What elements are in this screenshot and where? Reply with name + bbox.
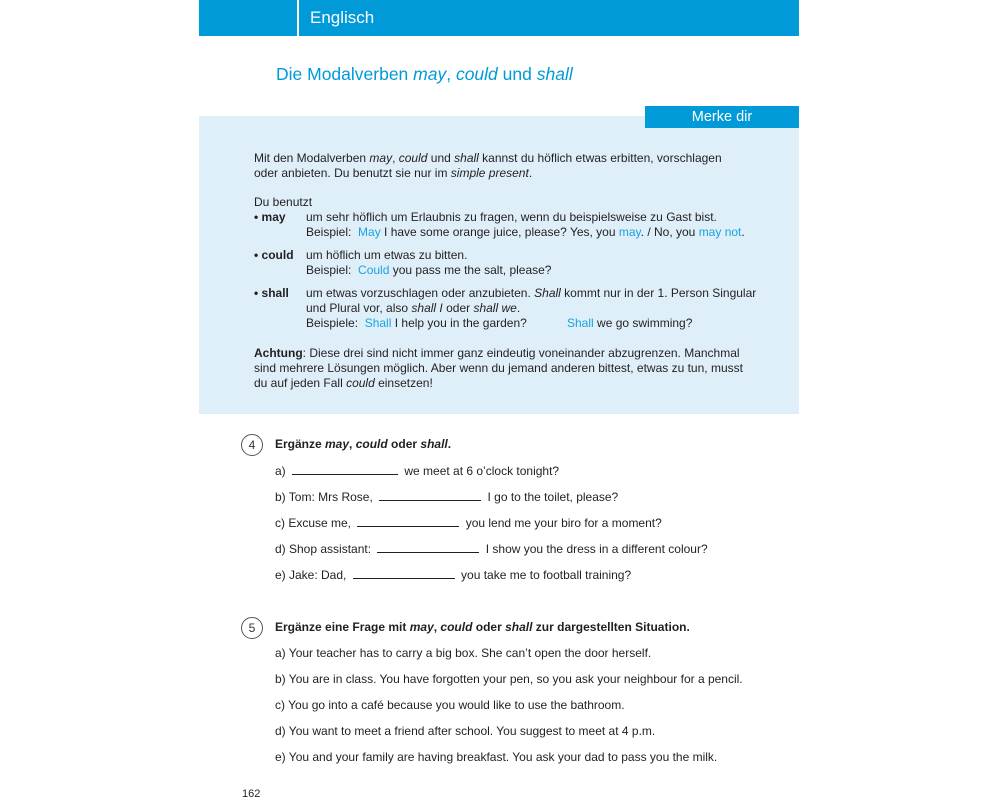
may-example: Beispiel: May I have some orange juice, please? Yes, you may. / No, you may not.: [306, 225, 745, 239]
merke-dir-tab: Merke dir: [645, 106, 799, 128]
could-example: Beispiel: Could you pass me the salt, please?: [306, 263, 552, 277]
achtung-line-2: sind mehrere Lösungen möglich. Aber wenn du jemand anderen bittest, etwas zu tun, musst: [254, 361, 743, 375]
may-description: um sehr höflich um Erlaubnis zu fragen, wenn du beispielsweise zu Gast bist.: [306, 210, 717, 224]
exercise-4-item-a: a) we meet at 6 o’clock tonight?: [275, 464, 560, 478]
exercise-5-title: Ergänze eine Frage mit may, could oder shall zur dargestellten Situation.: [275, 620, 690, 634]
header-band: [199, 0, 799, 36]
bullet-shall: • shall: [254, 286, 289, 300]
bullet-may: • may: [254, 210, 286, 224]
answer-blank[interactable]: [357, 515, 459, 527]
shall-description-1: um etwas vorzuschlagen oder anzubieten. Shall kommt nur in der 1. Person Singular: [306, 286, 757, 300]
page-title: Die Modalverben may, could und shall: [276, 64, 573, 84]
exercise-5-item-c: c) You go into a café because you would like to use the bathroom.: [275, 698, 625, 712]
bullet-could: • could: [254, 248, 294, 262]
answer-blank[interactable]: [353, 567, 455, 579]
exercise-5-item-e: e) You and your family are having breakfast. You ask your dad to pass you the milk.: [275, 750, 718, 764]
exercise-4-item-c: c) Excuse me, you lend me your biro for a moment?: [275, 516, 662, 530]
exercise-4-item-d: d) Shop assistant: I show you the dress in a different colour?: [275, 542, 708, 556]
shall-example-2: Shall we go swimming?: [567, 316, 693, 330]
could-description: um höflich um etwas zu bitten.: [306, 248, 468, 262]
exercise-5-item-a: a) Your teacher has to carry a big box. She can’t open the door herself.: [275, 646, 652, 660]
shall-example-1: Beispiele: Shall I help you in the garden?: [306, 316, 527, 330]
exercise-4-item-e: e) Jake: Dad, you take me to football training?: [275, 568, 632, 582]
usage-intro: Du benutzt: [254, 195, 313, 209]
intro-line-1: Mit den Modalverben may, could und shall kannst du höflich etwas erbitten, vorschlagen: [254, 151, 722, 165]
achtung-line-3: du auf jeden Fall could einsetzen!: [254, 376, 433, 390]
header-divider: [297, 0, 299, 36]
exercise-4-title: Ergänze may, could oder shall.: [275, 437, 452, 451]
exercise-5-item-b: b) You are in class. You have forgotten your pen, so you ask your neighbour for a pencil.: [275, 672, 743, 686]
achtung-line-1: Achtung: Diese drei sind nicht immer ganz eindeutig voneinander abzugrenzen. Manchmal: [254, 346, 740, 360]
exercise-5-item-d: d) You want to meet a friend after school. You suggest to meet at 4 p.m.: [275, 724, 656, 738]
answer-blank[interactable]: [377, 541, 479, 553]
info-box: [199, 116, 799, 414]
exercise-5-number: 5: [241, 617, 263, 639]
answer-blank[interactable]: [379, 489, 481, 501]
intro-line-2: oder anbieten. Du benutzt sie nur im simple present.: [254, 166, 533, 180]
exercise-4-item-b: b) Tom: Mrs Rose, I go to the toilet, please?: [275, 490, 619, 504]
shall-description-2: und Plural vor, also shall I oder shall we.: [306, 301, 521, 315]
workbook-page: [199, 0, 799, 800]
answer-blank[interactable]: [292, 463, 398, 475]
subject-label: Englisch: [310, 8, 375, 27]
page-number: 162: [242, 788, 261, 800]
exercise-4-number: 4: [241, 434, 263, 456]
